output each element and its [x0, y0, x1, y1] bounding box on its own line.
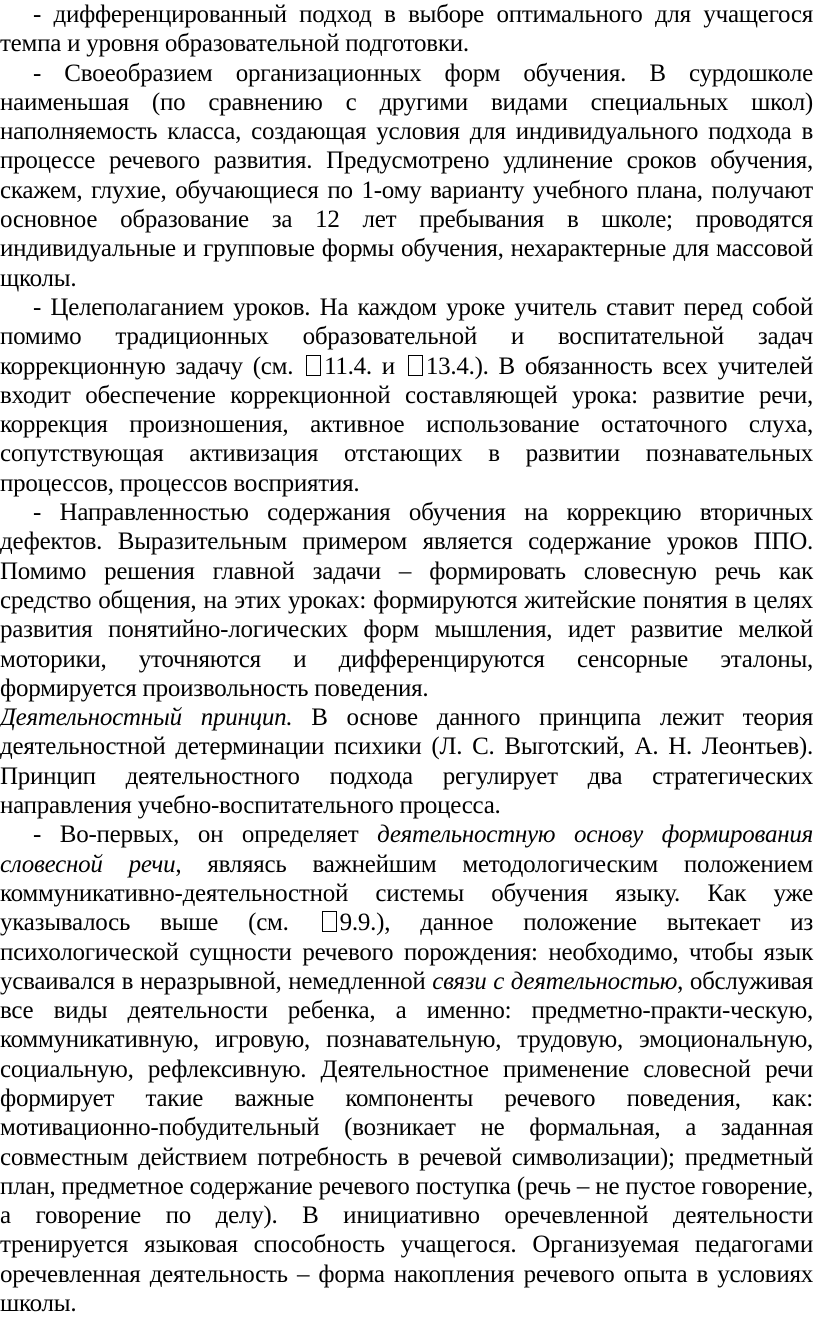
text-segment: 11.4. и — [324, 352, 395, 380]
paragraph-first-direction — [0, 820, 813, 1318]
text-segment: В основе данного принципа лежит теория деятельностной детерминации психики (Л. С. Выготский, А. Н. Леонтьев). Принцип деятельностного подхода регулирует два стратегических направления учебно-воспитательного процесса. — [0, 704, 813, 820]
section-ref-icon — [408, 355, 423, 376]
paragraph-content-direction: - Направленностью содержания обучения на коррекцию вторичных дефектов. Выразительным примером является содержание уроков ППО. Помимо решения главной задачи – формировать словесную речь как средство общения, на этих уроках: формируются житейские понятия в целях развития понятийно-логических форм мышления, идет развитие мелкой моторики, уточняются и дифференцируются сенсорные эталоны, формируется произвольность поведения. — [0, 499, 813, 702]
section-ref-icon — [306, 355, 321, 376]
section-ref-icon — [322, 911, 337, 932]
paragraph-activity-principle — [0, 703, 813, 820]
text-segment: - Во-первых, он определяет — [33, 821, 359, 849]
text-segment: 9.9.), данное положение вытекает из психологической сущности речевого порождения: необходимо, чтобы язык усваивался в неразрывной, немедленной — [0, 909, 814, 995]
text-segment: - Целеполаганием уроков. На каждом уроке учитель ставит перед собой помимо традиционных образовательной и воспитательной задач коррекционную задачу (см. — [0, 293, 813, 380]
principle-heading: Деятельностный принцип. — [0, 704, 293, 732]
text-segment: , являясь важнейшим методологическим положением коммуникативно-деятельностной системы обучения языку. Как уже указывалось выше (см. — [0, 850, 813, 937]
paragraph-organizational-forms: - Своеобразием организационных форм обучения. В сурдошколе наименьшая (по сравнению с другими видами специальных школ) наполняемость класса, создающая условия для индивидуального подхода в процессе речевого развития. Предусмотрено удлинение сроков обучения, скажем, глухие, обучающиеся по 1-ому варианту учебного плана, получают основное образование за 12 лет пребывания в школе; проводятся индивидуальные и групповые формы обучения, нехарактерные для массовой щколы. — [0, 59, 813, 292]
emphasis-text: связи с деятельностью — [432, 967, 678, 995]
text-segment: 13.4.). В обязанность всех учителей входит обеспечение коррекционной составляющей урока: развитие речи, коррекция произношения, активное использование остаточного слуха, сопутствующая активизация отстающих в развитии познавательных процессов, процессов восприятия. — [0, 352, 814, 497]
paragraph-differentiated-approach: - дифференцированный подход в выборе оптимального для учащегося темпа и уровня образовательной подготовки. — [0, 1, 813, 58]
emphasis-text: деятельностную основу формирования словесной речи — [0, 821, 813, 878]
text-segment: , обслуживая все виды деятельности ребенка, а именно: предметно-практи-ческую, коммуникативную, игровую, познавательную, трудовую, эмоциональную, социальную, рефлексивную. Деятельностное применение словесной речи формирует такие важные компоненты речевого поведения, как: мотивационно-побудительный (возникает не формальная, а заданная совместным действием потребность в речевой символизации); предметный план, предметное содержание речевого поступка (речь – не пустое говорение, а говорение по делу). В инициативно оречевленной деятельности тренируется языковая способность учащегося. Организуемая педагогами оречевленная деятельность – форма накопления речевого опыта в условиях школы. — [0, 967, 814, 1318]
paragraph-lesson-goals — [0, 293, 813, 498]
